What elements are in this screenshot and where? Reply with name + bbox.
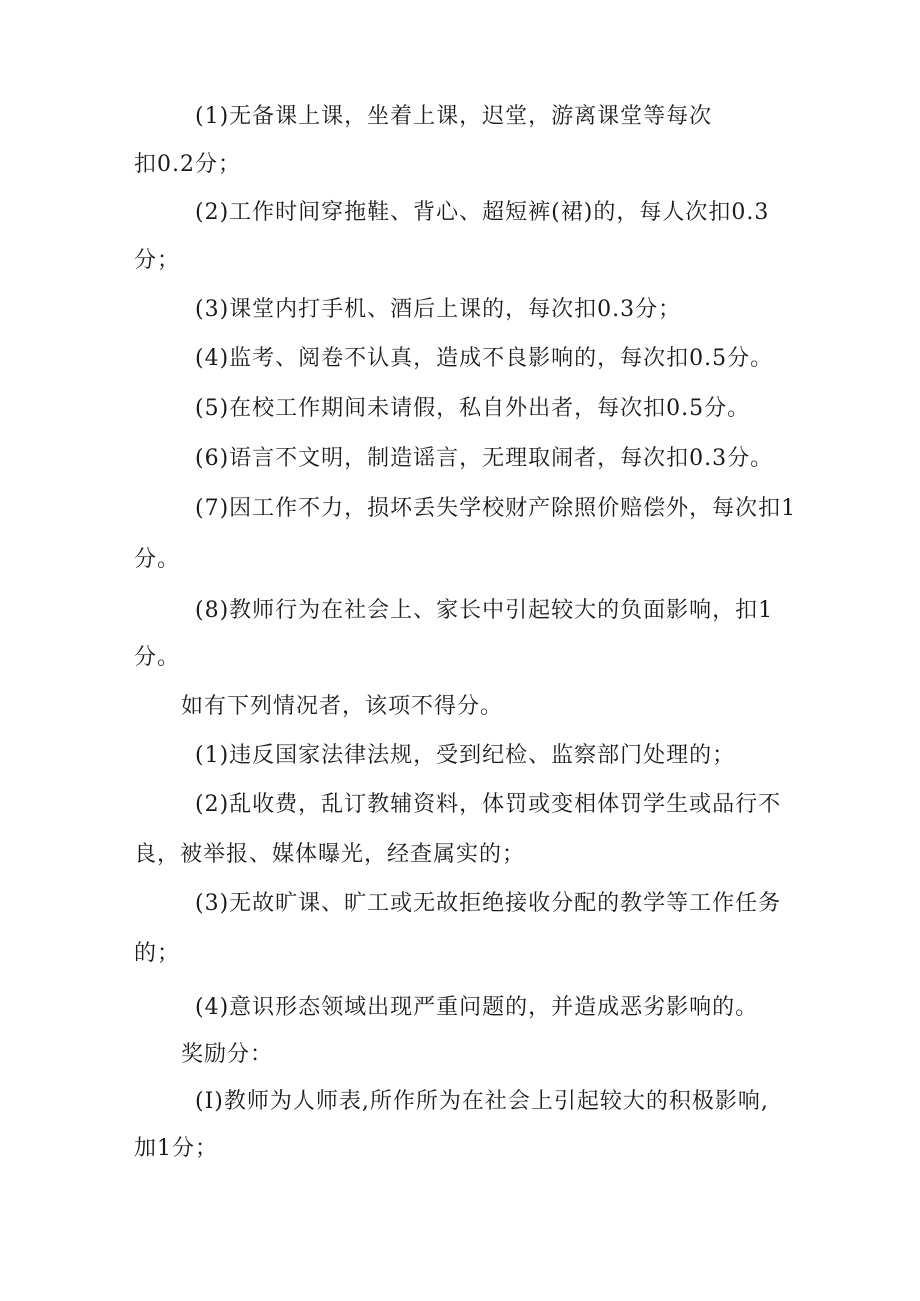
text-line: (3)课堂内打手机、酒后上课的，每次扣0.3分； [195, 297, 682, 322]
text-line: (1)无备课上课，坐着上课，迟堂，游离课堂等每次 [195, 104, 713, 129]
text-line: (2)工作时间穿拖鞋、背心、超短裤(裙)的，每人次扣0.3 [195, 200, 770, 225]
text-line: (5)在校工作期间未请假，私自外出者，每次扣0.5分。 [195, 396, 751, 421]
text-line: (7)因工作不力，损坏丢失学校财产除照价赔偿外，每次扣1 [195, 496, 797, 521]
text-line: (4)监考、阅卷不认真，造成不良影响的，每次扣0.5分。 [195, 346, 774, 371]
text-line: 奖励分： [181, 1042, 274, 1067]
text-line: 的； [134, 941, 181, 966]
text-line: (8)教师行为在社会上、家长中引起较大的负面影响，扣1 [195, 598, 774, 623]
text-line: (1)违反国家法律法规，受到纪检、监察部门处理的； [195, 743, 736, 768]
text-line: (6)语言不文明，制造谣言，无理取闹者，每次扣0.3分。 [195, 446, 774, 471]
text-line: (3)无故旷课、旷工或无故拒绝接收分配的教学等工作任务 [195, 891, 782, 916]
text-line: 加1分； [134, 1136, 218, 1161]
text-line: (I)教师为人师表,所作所为在社会上引起较大的积极影响, [195, 1089, 769, 1114]
text-line: 分。 [134, 645, 181, 670]
text-line: 分。 [134, 547, 181, 572]
text-line: 良，被举报、媒体曝光，经查属实的； [134, 842, 526, 867]
text-line: (2)乱收费，乱订教辅资料，体罚或变相体罚学生或品行不 [195, 792, 782, 817]
text-line: 分； [134, 248, 181, 273]
text-line: 如有下列情况者，该项不得分。 [181, 694, 504, 719]
text-line: 扣0.2分； [134, 152, 241, 177]
text-line: (4)意识形态领域出现严重问题的，并造成恶劣影响的。 [195, 995, 759, 1020]
